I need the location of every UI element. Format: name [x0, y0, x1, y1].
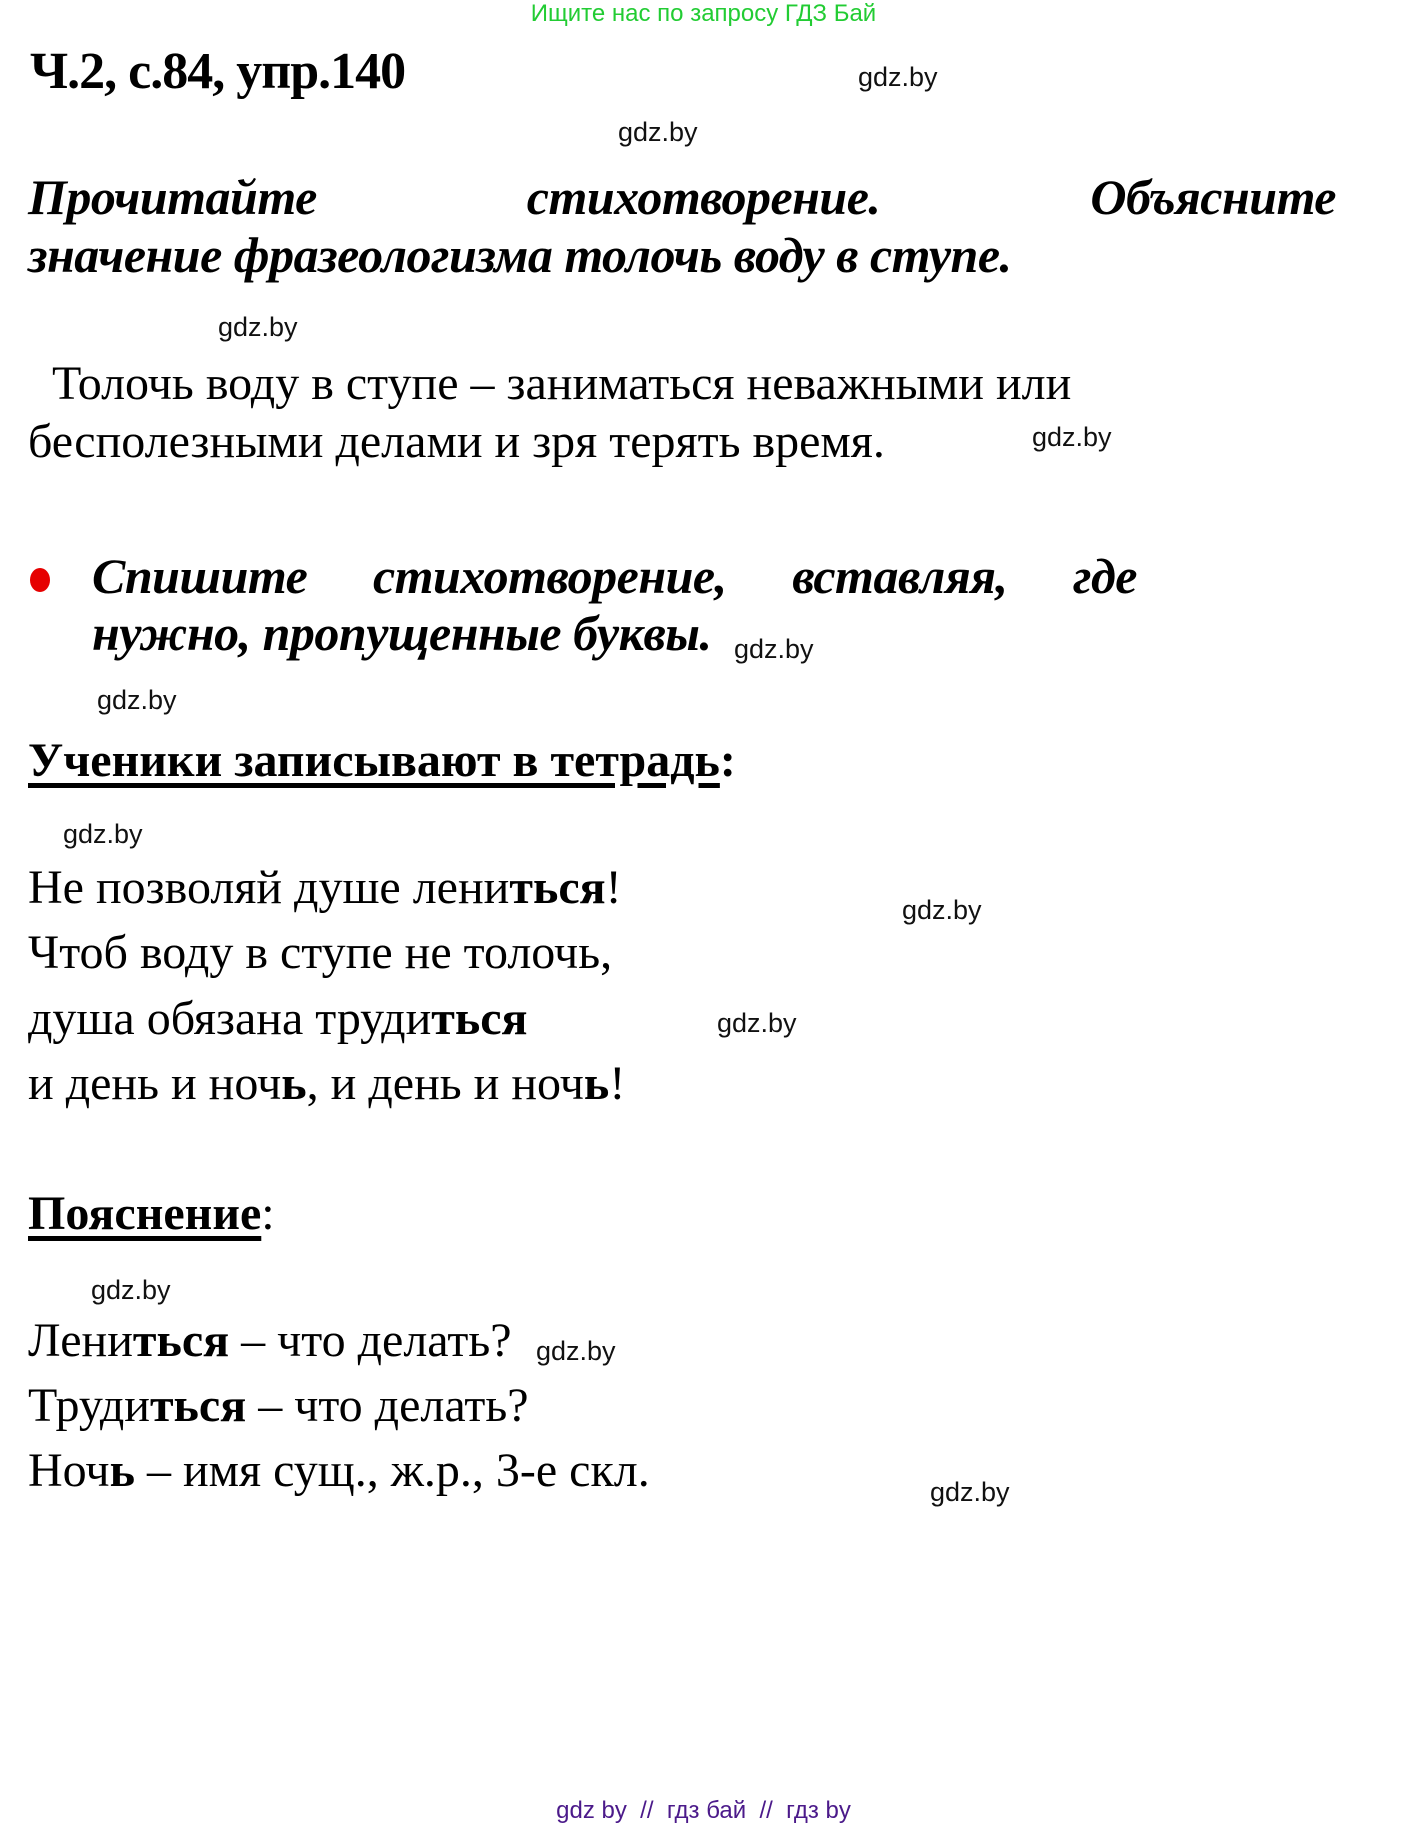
watermark: gdz.by [858, 62, 938, 92]
explanation-text: Лени [28, 1314, 133, 1367]
explanation-heading-text: Пояснение [28, 1187, 262, 1240]
explanation-line [28, 1378, 529, 1433]
poem-line [28, 860, 622, 915]
answer-1-line-2: бесполезными делами и зря терять время. [28, 415, 885, 468]
task-1-line-2: значение фразеологизма толочь воду в ступе. [28, 227, 1012, 283]
task-word: Объясните [1090, 169, 1336, 225]
watermark: gdz.by [930, 1477, 1010, 1507]
explanation-text: – что делать? [246, 1379, 529, 1432]
task-word: Прочитайте [28, 169, 317, 225]
heading-colon: : [719, 734, 736, 787]
poem-text: ! [605, 861, 622, 914]
highlighted-letters: ь [281, 1057, 307, 1110]
watermark: gdz.by [902, 895, 982, 925]
watermark: gdz.by [536, 1336, 616, 1366]
watermark: gdz.by [63, 819, 143, 849]
task-word: стихотворение. [526, 169, 881, 225]
poem-text: и день и ноч [28, 1057, 282, 1110]
watermark: gdz.by [218, 312, 298, 342]
task-2-line-1 [92, 547, 1137, 605]
explanation-line [28, 1313, 512, 1368]
poem-text: ! [609, 1057, 626, 1110]
bullet-icon [30, 568, 50, 592]
notebook-heading-text: Ученики записывают в тетрадь [28, 734, 720, 787]
footer-links: gdz by // гдз бай // гдз by [556, 1797, 851, 1824]
highlighted-letters: ться [431, 992, 528, 1045]
poem-line [28, 925, 612, 980]
highlighted-letters: ться [149, 1379, 247, 1432]
explanation-text: Труди [28, 1379, 150, 1432]
page-title: Ч.2, с.84, упр.140 [30, 43, 406, 100]
watermark: gdz.by [734, 634, 814, 664]
task-word: где [1073, 548, 1138, 604]
explanation-text: – имя сущ., ж.р., 3-е скл. [134, 1444, 650, 1497]
poem-text: душа обязана труди [28, 992, 432, 1045]
watermark: gdz.by [717, 1008, 797, 1038]
highlighted-letters: ться [132, 1314, 230, 1367]
explanation-line [28, 1443, 650, 1498]
watermark: gdz.by [97, 685, 177, 715]
search-banner: Ищите нас по запросу ГДЗ Бай [530, 0, 877, 27]
explanation-text: Ноч [28, 1444, 110, 1497]
highlighted-letters: ться [509, 861, 606, 914]
poem-line [28, 991, 528, 1046]
watermark: gdz.by [91, 1275, 171, 1305]
notebook-heading [28, 733, 736, 788]
explanation-text: – что делать? [229, 1314, 512, 1367]
poem-line [28, 1056, 625, 1111]
poem-text: , и день и ноч [306, 1057, 584, 1110]
watermark: gdz.by [618, 117, 698, 147]
task-1-line-1 [28, 168, 1336, 226]
heading-colon: : [261, 1187, 275, 1240]
explanation-heading [28, 1186, 275, 1241]
highlighted-letters: ь [583, 1057, 610, 1110]
watermark: gdz.by [1032, 422, 1112, 452]
task-2-line-2: нужно, пропущенные буквы. [92, 605, 712, 661]
task-word: Спишите [92, 548, 308, 604]
task-word: вставляя, [792, 548, 1008, 604]
highlighted-letters: ь [109, 1444, 135, 1497]
poem-text: Чтоб воду в ступе не толочь, [28, 926, 613, 979]
task-word: стихотворение, [372, 548, 727, 604]
poem-text: Не позволяй душе лени [28, 861, 510, 914]
answer-1-line-1: Толочь воду в ступе – заниматься неважными или [52, 357, 1072, 410]
